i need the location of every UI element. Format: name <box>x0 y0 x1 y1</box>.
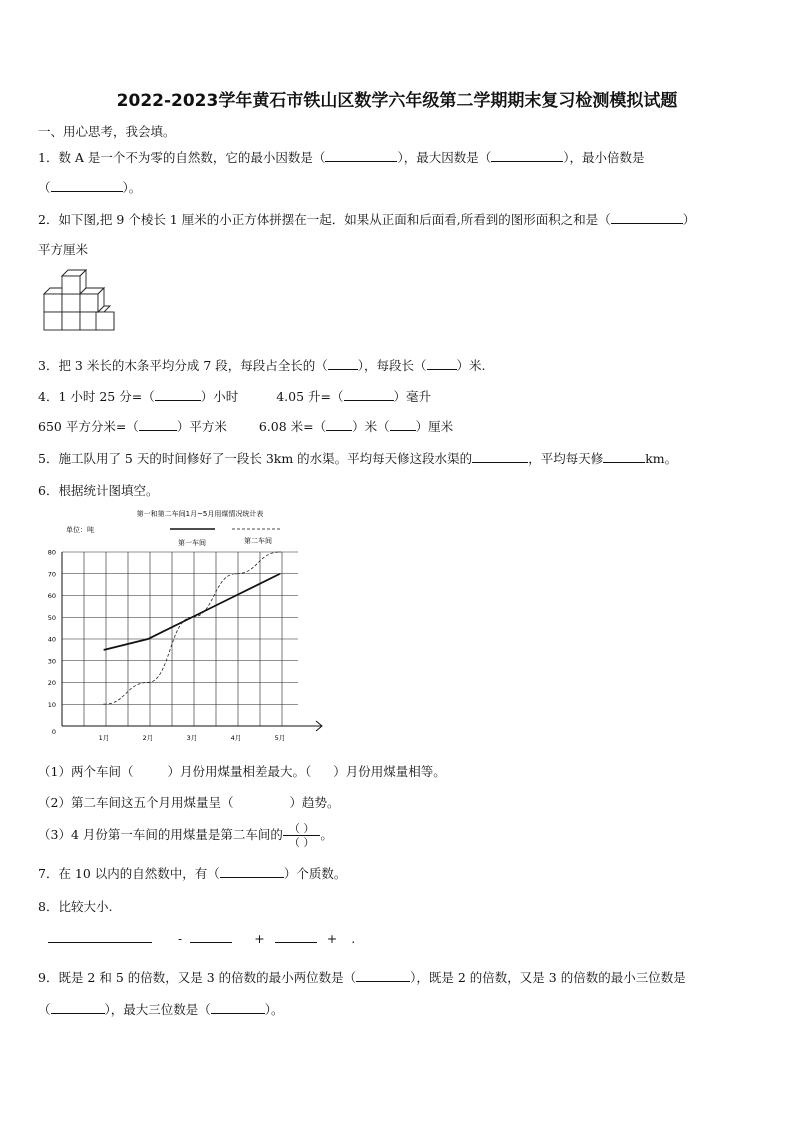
series-1-point <box>147 638 148 639</box>
q3-text-a: 3．把 3 米长的木条平均分成 7 段，每段占全长的（ <box>38 358 328 373</box>
y-tick-label: 10 <box>47 700 56 709</box>
q1-text-e: ）。 <box>122 180 142 195</box>
q8-blank-1[interactable] <box>48 930 152 943</box>
chart-title: 第一和第二车间1月~5月用煤情况统计表 <box>136 510 264 518</box>
question-1-line-2 <box>38 178 141 196</box>
q5-text-b: ，平均每天修 <box>528 451 604 466</box>
legend-label-series-2: 第二车间 <box>244 537 272 545</box>
q8-minus-sign: - <box>178 931 183 946</box>
legend-label-series-1: 第一车间 <box>178 539 206 547</box>
chart-unit-label: 单位：吨 <box>66 526 94 534</box>
q9-blank-2[interactable] <box>51 1001 105 1014</box>
chart-legend <box>170 529 280 547</box>
question-9-line-1 <box>38 968 686 986</box>
series-line-1 <box>104 574 280 650</box>
q4-blank-4[interactable] <box>326 418 352 431</box>
series-2-point <box>147 682 148 683</box>
q4-blank-1[interactable] <box>155 388 201 401</box>
x-tick-label: 2月 <box>142 734 154 742</box>
q1-text-c: ），最小倍数是 <box>563 150 645 165</box>
series-2-point <box>103 704 104 705</box>
q6-1-text-a: （1）两个车间（ <box>38 764 134 779</box>
series-1-point <box>235 595 236 596</box>
question-6-sub-2 <box>38 793 339 811</box>
q6-2-text-a: （2）第二车间这五个月用煤量呈（ <box>38 795 234 810</box>
q4-text-b: ）小时 <box>200 389 239 404</box>
q7-blank[interactable] <box>220 865 284 878</box>
question-8-compare-row <box>38 930 355 946</box>
chart-series <box>103 551 280 704</box>
question-4-line-1 <box>38 387 431 405</box>
question-6-sub-3 <box>38 822 333 849</box>
q6-3-text-a: （3）4 月份第一车间的用煤量是第二车间的 <box>38 827 283 842</box>
chart-grid <box>62 552 298 726</box>
q4-blank-3[interactable] <box>139 418 177 431</box>
q6-1-text-b: ）月份用煤量相差最大。（ <box>167 764 312 779</box>
question-2-line-1 <box>38 210 695 228</box>
q3-blank-1[interactable] <box>328 357 358 370</box>
q4-text-f: ）平方米 <box>176 419 227 434</box>
y-tick-label: 0 <box>51 728 56 736</box>
x-tick-label: 3月 <box>186 734 198 742</box>
q8-period: . <box>351 931 356 946</box>
q9-text-a: 9．既是 2 和 5 的倍数，又是 3 的倍数的最小两位数是（ <box>38 970 357 985</box>
q3-text-b: ），每段长（ <box>357 358 427 373</box>
x-tick-label: 4月 <box>230 734 242 742</box>
cube-stack-drawing <box>44 270 114 330</box>
q2-blank[interactable] <box>611 211 683 224</box>
series-2-point <box>279 551 280 552</box>
question-4-line-2 <box>38 417 453 435</box>
section-heading: 一、用心思考，我会填。 <box>38 124 176 139</box>
q1-text-a: 1．数 A 是一个不为零的自然数，它的最小因数是（ <box>38 150 326 165</box>
q5-blank-2[interactable] <box>603 450 645 463</box>
chart-tick-labels <box>48 549 286 743</box>
y-tick-label: 70 <box>47 570 56 579</box>
question-3 <box>38 356 486 374</box>
q9-text-c: （ <box>38 1002 51 1017</box>
y-tick-label: 80 <box>47 548 56 557</box>
x-tick-label: 1月 <box>98 734 110 742</box>
q4-blank-2[interactable] <box>344 388 394 401</box>
q4-text-c: 4.05 升=（ <box>276 389 344 404</box>
q7-text-b: ）个质数。 <box>283 866 347 881</box>
series-1-point <box>103 649 104 650</box>
q9-blank-1[interactable] <box>356 969 410 982</box>
q8-blank-2[interactable] <box>190 930 232 943</box>
q9-blank-3[interactable] <box>211 1001 265 1014</box>
q4-blank-5[interactable] <box>390 418 416 431</box>
y-tick-label: 50 <box>47 613 56 622</box>
question-7 <box>38 864 346 882</box>
series-2-point <box>191 617 192 618</box>
question-8: 8．比较大小. <box>38 899 113 914</box>
q4-text-h: ）米（ <box>352 419 390 434</box>
q1-blank-2[interactable] <box>491 149 563 162</box>
series-1-point <box>279 573 280 574</box>
q3-text-c: ）米. <box>456 358 486 373</box>
q4-text-e: 650 平方分米=（ <box>38 419 139 434</box>
y-tick-label: 20 <box>47 679 56 687</box>
q9-text-b: ），既是 2 的倍数，又是 3 的倍数的最小三位数是 <box>410 970 686 985</box>
q5-blank-1[interactable] <box>472 450 528 463</box>
q4-text-i: ）厘米 <box>415 419 454 434</box>
q1-blank-1[interactable] <box>325 149 397 162</box>
q4-text-d: ）毫升 <box>393 389 432 404</box>
q1-text-d: （ <box>38 180 51 195</box>
coal-usage-line-chart <box>40 500 330 750</box>
q7-text-a: 7．在 10 以内的自然数中，有（ <box>38 866 220 881</box>
cube-stack-figure <box>40 266 116 338</box>
x-tick-label: 5月 <box>274 734 286 742</box>
q9-text-e: ）。 <box>264 1002 284 1017</box>
q6-3-numerator[interactable]: （ ） <box>283 822 321 836</box>
q4-text-a: 4．1 小时 25 分=（ <box>38 389 155 404</box>
q1-blank-3[interactable] <box>51 179 123 192</box>
q6-2-text-b: ）趋势。 <box>289 795 340 810</box>
q4-text-g: 6.08 米=（ <box>258 419 327 434</box>
question-6-sub-1 <box>38 762 446 780</box>
question-5 <box>38 449 677 467</box>
y-tick-label: 30 <box>47 657 56 666</box>
q2-text-b: ） <box>682 212 696 227</box>
series-2-point <box>235 573 236 574</box>
q6-1-text-c: ）月份用煤量相等。 <box>333 764 446 779</box>
q1-text-b: ），最大因数是（ <box>397 150 492 165</box>
question-1-line-1 <box>38 148 644 166</box>
q5-text-a: 5．施工队用了 5 天的时间修好了一段长 3km 的水渠。平均每天修这段水渠的 <box>38 451 473 466</box>
series-line-2 <box>104 552 280 704</box>
q8-plus-sign-2: + <box>326 931 338 946</box>
q6-3-denominator[interactable]: （ ） <box>288 836 315 849</box>
y-tick-label: 60 <box>47 592 56 600</box>
q9-text-d: ），最大三位数是（ <box>104 1002 211 1017</box>
q6-3-fraction[interactable] <box>283 822 321 849</box>
q5-text-c: km。 <box>645 451 678 466</box>
q8-plus-sign-1: + <box>254 931 265 946</box>
question-6: 6．根据统计图填空。 <box>38 483 159 498</box>
question-2-line-2: 平方厘米 <box>38 242 89 257</box>
q2-text-a: 2．如下图,把 9 个棱长 1 厘米的小正方体拼摆在一起．如果从正面和后面看,所看到的图形面积之和是（ <box>38 212 611 227</box>
question-9-line-2 <box>38 1000 284 1018</box>
q3-blank-2[interactable] <box>427 357 457 370</box>
q8-blank-3[interactable] <box>275 930 317 943</box>
y-tick-label: 40 <box>47 635 56 644</box>
page-title: 2022-2023学年黄石市铁山区数学六年级第二学期期末复习检测模拟试题 <box>116 91 678 111</box>
q6-3-text-b: 。 <box>320 827 333 842</box>
